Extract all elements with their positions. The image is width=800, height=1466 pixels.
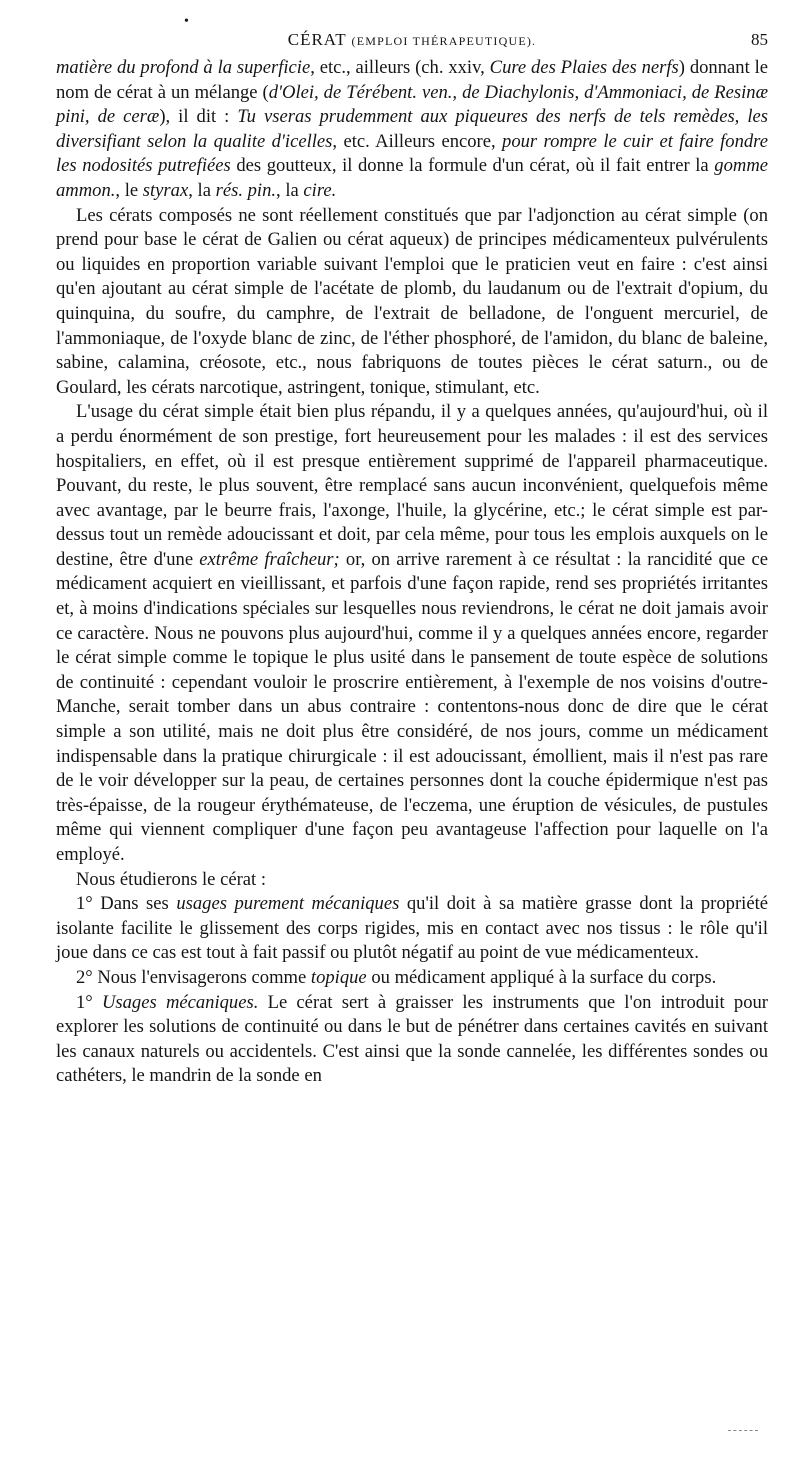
italic-text: topique: [310, 966, 367, 988]
italic-text: Cure des Plaies des nerfs: [489, 57, 679, 78]
text-run: ), il dit :: [159, 106, 238, 128]
text-run: , la: [276, 179, 304, 201]
text-run: Nous étudierons le cérat :: [76, 868, 267, 890]
paragraph: [56, 400, 768, 867]
italic-text: rés. pin.: [215, 179, 277, 201]
page-number: 85: [751, 30, 768, 49]
text-run: qu'il doit à sa matière grasse dont la propriété isolante facilite le glissement des corps rigides, mis en contact avec nos tissus : le rôle qu'il joue dans ce cas est tout à fait passif ou plutôt négatif au point de vue médicamenteux.: [56, 893, 768, 964]
text-run: ou médicament appliqué à la surface du corps.: [366, 966, 717, 988]
body-text: [56, 56, 768, 1089]
text-run: Les cérats composés ne sont réellement constitués que par l'adjonction au cérat simple (on prend pour base le cérat de Galien ou cérat aqueux) de principes médicamenteux pulvérulents ou liquides en proportion variable suivant l'emploi que le praticien veut en faire : c'est ainsi qu'en ajoutant au cérat simple de l'acétate de plomb, du laudanum ou de l'extrait d'opium, du quinquina, du soufre, du camphre, de l'extrait de belladone, de l'onguent mercuriel, de l'ammoniaque, de l'oxyde blanc de zinc, de l'éther phosphoré, de l'amidon, du blanc de baleine, sabine, calamina, créosote, etc., nous fabriquons de toutes pièces le cérat saturn., ou de Goulard, les cérats narcotique, astringent, tonique, stimulant, etc.: [56, 204, 768, 398]
text-run: , etc., ailleurs (ch. xxiv,: [310, 57, 490, 78]
text-run: , le: [115, 179, 143, 201]
italic-text: pour rompre le cuir et faire fondre les nodosités putrefiées: [56, 130, 768, 177]
italic-text: extrême fraîcheur;: [199, 548, 340, 570]
text-run: L'usage du cérat simple était bien plus répandu, il y a quelques années, qu'aujourd'hui, où il a perdu énormément de son prestige, fort heureusement pour les malades : il est des services hospitaliers, en effet, où il est presque entièrement supprimé de l'appareil pharmaceutique. Pouvant, du reste, le plus souvent, être remplacé sans aucun inconvénient, quelquefois même avec avantage, par le beurre frais, l'axonge, l'huile, la glycérine, etc.; le cérat simple est par-dessus tout un remède adoucissant et doit, par cela même, pour tous les emplois auxquels on le destine, être d'une: [56, 401, 768, 570]
top-mark: •: [184, 14, 189, 29]
paragraph: [56, 868, 768, 893]
text-run: , etc. Ailleurs encore,: [332, 130, 503, 152]
footer-rule: [728, 1430, 758, 1432]
running-title-sub: (EMPLOI THÉRAPEUTIQUE).: [351, 34, 537, 48]
italic-text: gomme ammon.: [56, 155, 768, 201]
text-run: 1°: [76, 991, 102, 1013]
text-run: des goutteux, il donne la formule d'un cérat, où il fait entrer la: [230, 155, 715, 177]
italic-text: Tu vseras prudemment aux piqueures des nerfs de tels remèdes, les diversifiant selon la qualite d'icelles: [56, 106, 768, 152]
text-run: Le cérat sert à graisser les instruments que l'on introduit pour explorer les solutions de continuité ou dans le but de pénétrer dans certaines cavités en suivant les canaux naturels ou accidentels. C'est ainsi que la sonde cannelée, les différentes sondes ou cathéters, le mandrin de la sonde en: [56, 991, 768, 1087]
paragraph: [56, 892, 768, 966]
italic-text: usages purement mécaniques: [176, 893, 400, 915]
text-run: 1° Dans ses: [76, 893, 177, 915]
paragraph: [56, 966, 768, 991]
italic-text: styrax: [142, 179, 189, 201]
italic-text: d'Olei, de Térébent. ven., de Diachylonis, d'Ammoniaci, de Resinæ pini, de ceræ: [56, 81, 768, 128]
running-title: [56, 30, 768, 50]
italic-text: cire.: [303, 179, 337, 201]
paragraph: [56, 56, 768, 204]
running-header: [56, 14, 768, 56]
text-run: 2° Nous l'envisagerons comme: [76, 966, 311, 988]
italic-text: Usages mécaniques.: [101, 991, 259, 1013]
text-run: , la: [188, 179, 216, 201]
paragraph: [56, 991, 768, 1089]
running-title-main: CÉRAT: [287, 30, 347, 49]
text-run: or, on arrive rarement à ce résultat : la rancidité que ce médicament acquiert en vieillissant, et parfois d'une façon rapide, rend ses propriétés irritantes et, à moins d'indications spéciales sur lesquelles nous reviendrons, le cérat ne doit jamais avoir ce caractère. Nous ne pouvons plus aujourd'hui, comme il y a quelques années encore, regarder le cérat simple comme le topique le plus usité dans le pansement de toute espèce de solutions de continuité : cependant vouloir le proscrire entièrement, à l'exemple de nos voisins d'outre-Manche, serait tomber dans un abus contraire : contentons-nous donc de dire que le cérat simple a son utilité, mais ne doit plus être considéré, de nos jours, comme un médicament indispensable dans la pratique chirurgicale : il est adoucissant, émollient, mais il n'est pas rare de le voir développer sur la peau, de certaines personnes dont la couche épidermique n'est pas très-épaisse, de la rougeur érythémateuse, de l'eczema, une éruption de vésicules, de pustules même qui viennent compliquer d'une façon peu avantageuse l'affection pour laquelle on l'a employé.: [56, 548, 768, 865]
italic-text: matière du profond à la superficie: [56, 57, 311, 78]
text-run: ) donnant le nom de cérat à un mélange (: [56, 57, 769, 103]
paragraph: [56, 204, 768, 401]
